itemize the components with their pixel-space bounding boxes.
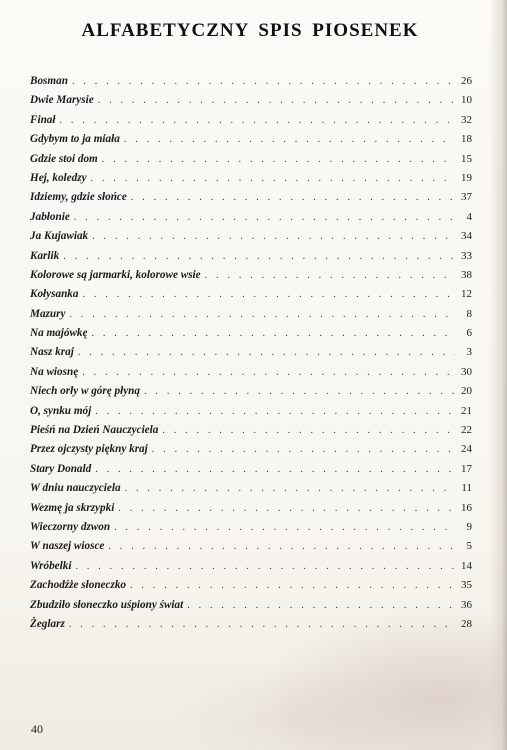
song-title: Karlik bbox=[30, 249, 60, 262]
dot-leader bbox=[82, 363, 455, 382]
dot-leader bbox=[187, 596, 455, 615]
song-page-number: 33 bbox=[461, 249, 472, 262]
song-title: Stary Donald bbox=[30, 462, 92, 475]
song-page-number: 32 bbox=[461, 113, 472, 126]
song-title: W naszej wiosce bbox=[30, 540, 105, 553]
index-entry bbox=[30, 266, 472, 285]
index-entry bbox=[30, 421, 472, 440]
dot-leader bbox=[144, 382, 455, 401]
song-page-number: 22 bbox=[461, 424, 472, 437]
song-title: Zachodźże słoneczko bbox=[30, 579, 127, 592]
index-entry bbox=[30, 596, 472, 615]
song-title: Bosman bbox=[30, 75, 68, 87]
dot-leader bbox=[91, 169, 455, 188]
index-entry bbox=[30, 557, 472, 576]
song-title: Gdzie stoi dom bbox=[30, 152, 98, 165]
song-title: Nasz kraj bbox=[30, 346, 74, 359]
song-page-number: 9 bbox=[466, 520, 472, 533]
song-title: Dwie Marysie bbox=[30, 94, 94, 107]
dot-leader bbox=[130, 576, 455, 595]
song-page-number: 38 bbox=[461, 268, 472, 281]
index-entry bbox=[30, 324, 472, 343]
dot-leader bbox=[92, 227, 455, 246]
song-title: Idziemy, gdzie słońce bbox=[30, 191, 127, 204]
dot-leader bbox=[69, 305, 455, 324]
song-page-number: 26 bbox=[461, 75, 472, 87]
dot-leader bbox=[131, 188, 455, 207]
index-entry bbox=[30, 499, 472, 518]
index-entry bbox=[30, 169, 472, 188]
song-title: Jabłonie bbox=[30, 210, 70, 223]
dot-leader bbox=[63, 247, 455, 266]
dot-leader bbox=[95, 460, 455, 479]
index-entry bbox=[30, 208, 472, 227]
song-page-number: 15 bbox=[461, 152, 472, 165]
song-title: Gdybym to ja miała bbox=[30, 133, 120, 146]
index-entry bbox=[30, 247, 472, 266]
index-entry bbox=[30, 72, 472, 91]
song-title: Przez ojczysty piękny kraj bbox=[30, 443, 148, 456]
song-title: Wieczorny dzwon bbox=[30, 520, 111, 533]
dot-leader bbox=[125, 479, 455, 498]
song-title: Na majówkę bbox=[30, 327, 88, 340]
song-title: Kołysanka bbox=[30, 288, 79, 301]
index-entry bbox=[30, 343, 472, 362]
song-page-number: 21 bbox=[461, 404, 472, 417]
song-title: Niech orły w górę płyną bbox=[30, 385, 141, 398]
song-title: Pieśń na Dzień Nauczyciela bbox=[30, 424, 159, 437]
song-title: Kolorowe są jarmarki, kolorowe wsie bbox=[30, 268, 201, 281]
song-page-number: 19 bbox=[461, 171, 472, 184]
dot-leader bbox=[205, 266, 455, 285]
song-page-number: 3 bbox=[466, 346, 472, 359]
index-entry bbox=[30, 111, 472, 130]
dot-leader bbox=[95, 402, 455, 421]
song-page-number: 35 bbox=[461, 579, 472, 592]
page-edge-shadow bbox=[489, 0, 507, 750]
index-entry bbox=[30, 382, 472, 401]
song-page-number: 14 bbox=[461, 559, 472, 572]
song-title: W dniu nauczyciela bbox=[30, 482, 121, 495]
index-entry bbox=[30, 615, 472, 634]
song-page-number: 4 bbox=[466, 210, 472, 223]
index-entry bbox=[30, 305, 472, 324]
dot-leader bbox=[102, 150, 455, 169]
index-entry bbox=[30, 227, 472, 246]
index-entry bbox=[30, 518, 472, 537]
page-title: ALFABETYCZNY SPIS PIOSENEK bbox=[81, 20, 419, 41]
song-title: Żeglarz bbox=[30, 617, 65, 630]
index-entry bbox=[30, 188, 472, 207]
song-page-number: 18 bbox=[461, 133, 472, 146]
song-title: Wróbelki bbox=[30, 559, 72, 572]
index-entry bbox=[30, 537, 472, 556]
song-page-number: 11 bbox=[461, 482, 472, 495]
index-entry bbox=[30, 402, 472, 421]
song-page-number: 8 bbox=[466, 307, 472, 320]
dot-leader bbox=[72, 72, 455, 91]
song-title: Zbudziło słoneczko uśpiony świat bbox=[30, 598, 184, 611]
index-entry bbox=[30, 460, 472, 479]
song-index-list bbox=[30, 72, 472, 634]
index-entry bbox=[30, 479, 472, 498]
song-page-number: 24 bbox=[461, 443, 472, 456]
dot-leader bbox=[124, 130, 455, 149]
index-entry bbox=[30, 285, 472, 304]
song-page-number: 17 bbox=[461, 462, 472, 475]
song-title: Finał bbox=[30, 113, 56, 126]
index-entry bbox=[30, 150, 472, 169]
song-page-number: 30 bbox=[461, 365, 472, 378]
dot-leader bbox=[108, 537, 455, 556]
song-title: Hej, koledzy bbox=[30, 171, 87, 184]
song-page-number: 34 bbox=[461, 230, 472, 243]
song-page-number: 5 bbox=[466, 540, 472, 553]
song-page-number: 6 bbox=[466, 327, 472, 340]
song-page-number: 28 bbox=[461, 617, 472, 630]
dot-leader bbox=[74, 208, 455, 227]
dot-leader bbox=[98, 91, 455, 110]
index-entry bbox=[30, 130, 472, 149]
index-entry bbox=[30, 91, 472, 110]
song-title: Wezmę ja skrzypki bbox=[30, 501, 115, 514]
index-entry bbox=[30, 576, 472, 595]
dot-leader bbox=[118, 499, 455, 518]
song-page-number: 36 bbox=[461, 598, 472, 611]
index-entry bbox=[30, 440, 472, 459]
dot-leader bbox=[152, 440, 455, 459]
dot-leader bbox=[83, 285, 456, 304]
dot-leader bbox=[78, 343, 455, 362]
dot-leader bbox=[92, 324, 456, 343]
dot-leader bbox=[60, 111, 456, 130]
song-page-number: 12 bbox=[461, 288, 472, 301]
dot-leader bbox=[75, 557, 455, 576]
song-page-number: 37 bbox=[461, 191, 472, 204]
song-page-number: 10 bbox=[461, 94, 472, 107]
dot-leader bbox=[69, 615, 455, 634]
song-title: Ja Kujawiak bbox=[30, 230, 89, 243]
song-title: Na wiosnę bbox=[30, 365, 79, 378]
song-page-number: 20 bbox=[461, 385, 472, 398]
song-title: O, synku mój bbox=[30, 404, 92, 417]
song-title: Mazury bbox=[30, 307, 66, 320]
dot-leader bbox=[114, 518, 455, 537]
song-page-number: 16 bbox=[461, 501, 472, 514]
page-number: 40 bbox=[31, 722, 43, 736]
index-entry bbox=[30, 363, 472, 382]
dot-leader bbox=[162, 421, 455, 440]
